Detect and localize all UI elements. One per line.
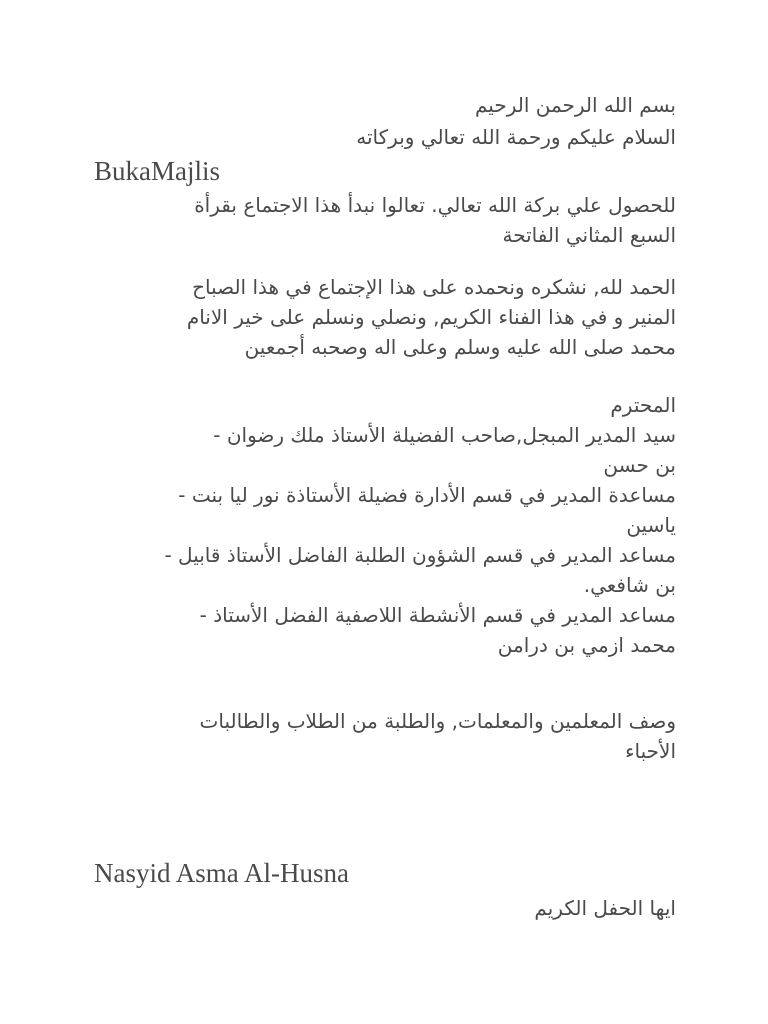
honored-item-2-line-1: مساعدة المدير في قسم الأدارة فضيلة الأستاذة نور ليا بنت - <box>178 483 676 507</box>
hamd-line-3: محمد صلى الله عليه وسلم وعلى اله وصحبه أجمعين <box>244 335 676 359</box>
honored-item-1-line-1: سيد المدير المبجل,صاحب الفضيلة الأستاذ ملك رضوان - <box>213 423 676 447</box>
closing-address: ايها الحفل الكريم <box>534 896 676 920</box>
honored-item-3-line-2: بن شافعي. <box>583 573 676 597</box>
honored-item-3-line-1: مساعد المدير في قسم الشؤون الطلبة الفاضل الأستاذ قابيل - <box>164 543 676 567</box>
hamd-line-1: الحمد لله, نشكره ونحمده على هذا الإجتماع في هذا الصباح <box>192 275 676 299</box>
fatiha-paragraph <box>86 190 676 250</box>
honored-item-4-line-2: محمد ازمي بن درامن <box>497 633 676 657</box>
honored-item-1-line-2: بن حسن <box>603 453 676 477</box>
fatiha-line-2: السبع المثاني الفاتحة <box>502 223 676 247</box>
basmala: بسم الله الرحمن الرحيم <box>474 93 676 117</box>
honored-item-4-line-1: مساعد المدير في قسم الأنشطة اللاصفية الفضل الأستاذ - <box>199 603 676 627</box>
honored-heading: المحترم <box>610 393 676 417</box>
hamd-line-2: المنير و في هذا الفناء الكريم, ونصلي ونسلم على خير الانام <box>186 305 676 329</box>
section-heading-nasyid: Nasyid Asma Al-Husna <box>94 858 349 888</box>
salam-greeting: السلام عليكم ورحمة الله تعالي وبركاته <box>356 125 676 149</box>
hamd-paragraph <box>86 272 676 362</box>
section-heading-buka-majlis: BukaMajlis <box>94 156 220 186</box>
audience-paragraph <box>86 706 676 766</box>
honored-guests-list <box>86 390 676 660</box>
audience-line-2: الأحباء <box>625 739 676 763</box>
audience-line-1: وصف المعلمين والمعلمات, والطلبة من الطلاب والطالبات <box>199 709 676 733</box>
fatiha-line-1: للحصول علي بركة الله تعالي. تعالوا نبدأ هذا الاجتماع بقرأة <box>194 193 676 217</box>
honored-item-2-line-2: ياسين <box>626 513 676 537</box>
